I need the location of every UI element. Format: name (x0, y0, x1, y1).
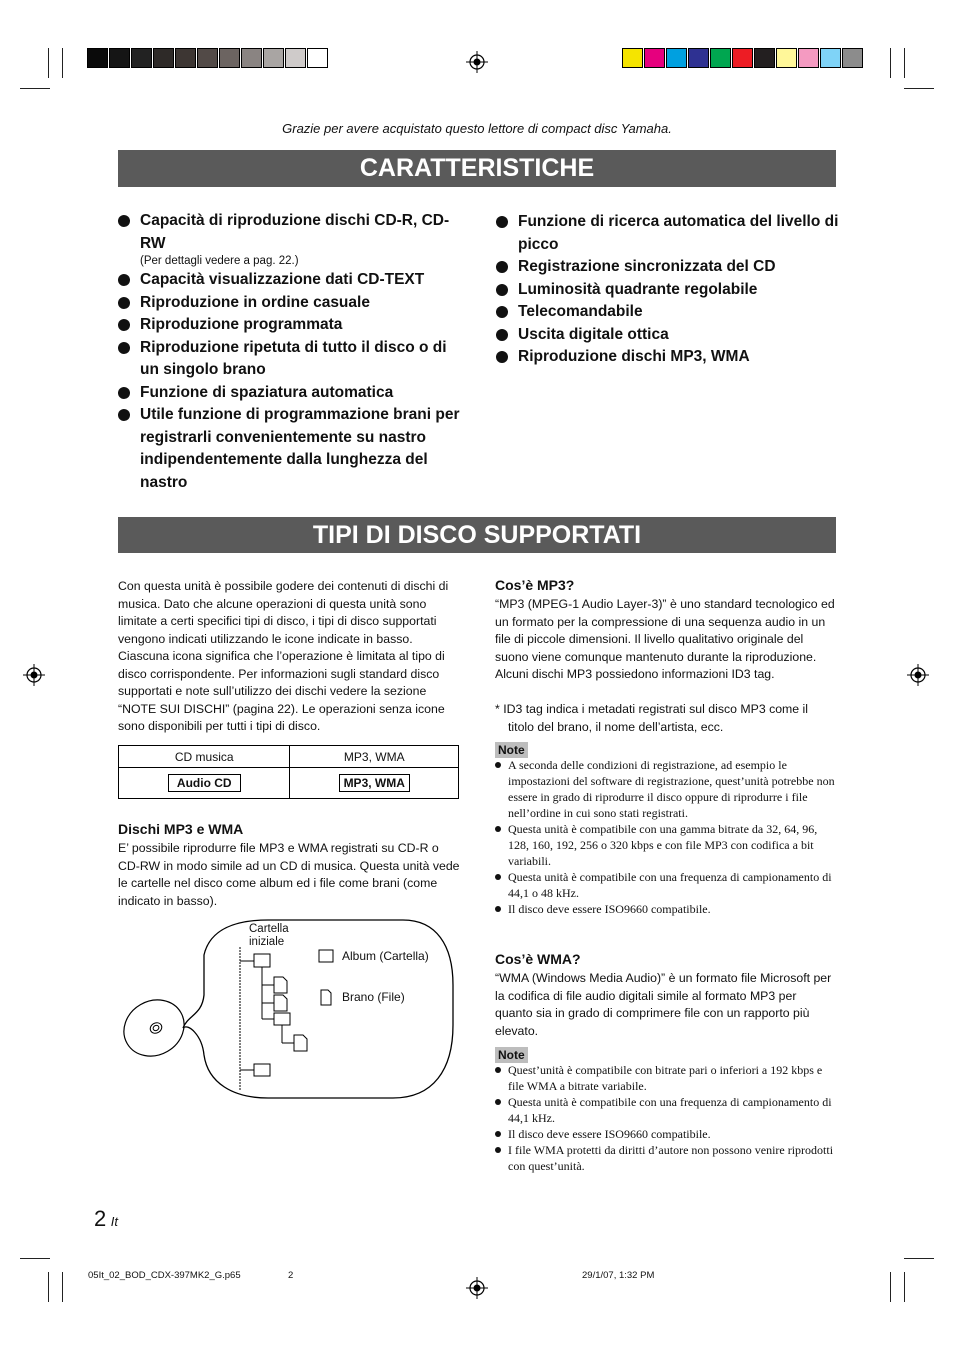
disc-types-paragraph: Con questa unità è possibile godere dei contenuti di dischi di musica. Dato che alcune operazioni di questa unità sono limitate a certi specifici tipi di disco, i tipi di disco supportati vengono indicati utilizzando le icone indicate in basso. Ciascuna icona significa che l’operazione è limitata al tipo di disco corrispondente. Per informazioni sugli standard disco supportati e note sull’utilizzo dei dischi vedere la sezione “NOTE SUI DISCHI” (pagina 22). Le operazioni senza icone sono disponibili per tutti i tipi di disco. (118, 579, 449, 733)
registration-mark-icon (466, 1277, 488, 1299)
mp3-wma-heading: Dischi MP3 e WMA (118, 821, 244, 837)
feature-label: Capacità visualizzazione dati CD-TEXT (140, 271, 425, 288)
id3-footnote: * ID3 tag indica i metadati registrati sul disco MP3 come il titolo del brano, il nome dell’artista, ecc. (495, 702, 809, 734)
bullet-icon (496, 329, 508, 341)
feature-item (118, 337, 463, 382)
note-item: A seconda delle condizioni di registrazione, ad esempio le impostazioni del software di registrazione, quest’unità potrebbe non essere in grado di riprodurre il disco oppure di riprodurre i file nell’ordine in cui sono stati registrati. (495, 757, 837, 821)
note-item: Questa unità è compatibile con una frequenza di campionamento di 44,1 o 48 kHz. (495, 869, 837, 901)
color-swatch (87, 48, 108, 68)
color-swatch (776, 48, 797, 68)
bullet-icon (118, 215, 130, 227)
color-swatch (842, 48, 863, 68)
feature-item (118, 404, 463, 494)
feature-sub-note: (Per dettagli vedere a pag. 22.) (140, 255, 299, 267)
note-item: Quest’unità è compatibile con bitrate pari o inferiori a 192 kbps e file WMA a bitrate variabile. (495, 1062, 837, 1094)
color-swatch (263, 48, 284, 68)
feature-label: Riproduzione dischi MP3, WMA (518, 348, 750, 365)
color-swatch (219, 48, 240, 68)
mp3-paragraph: “MP3 (MPEG-1 Audio Layer-3)” è uno standard tecnologico ed un formato per la compressione di una sequenza audio in un file di piccole dimensioni. Il livello qualitativo originale del suono viene comunque mantenuto durante la riproduzione. Alcuni dischi MP3 possiedono informazioni ID3 tag. (495, 597, 835, 681)
page-number: 2 (94, 1206, 107, 1231)
intro-text: Grazie per avere acquistato questo lettore di compact disc Yamaha. (282, 121, 672, 136)
bullet-icon (496, 351, 508, 363)
note-item: Questa unità è compatibile con una gamma bitrate da 32, 64, 96, 128, 160, 192, 256 o 320 kbps e con file MP3 con codifica a bit variabili. (495, 821, 837, 869)
feature-item (496, 211, 841, 256)
color-swatch (644, 48, 665, 68)
note-item: Il disco deve essere ISO9660 compatibile. (495, 1126, 837, 1142)
features-banner: CARATTERISTICHE (118, 150, 836, 187)
bullet-icon (118, 387, 130, 399)
color-swatch (307, 48, 328, 68)
feature-item (118, 292, 463, 315)
feature-label: Registrazione sincronizzata del CD (518, 258, 776, 275)
feature-item (496, 324, 841, 347)
track-file-legend: Brano (File) (342, 990, 405, 1004)
color-swatch (710, 48, 731, 68)
registration-mark-icon (23, 664, 45, 686)
feature-label: Capacità di riproduzione dischi CD-R, CD-RW (140, 212, 450, 252)
color-swatch (666, 48, 687, 68)
folder-structure-diagram (118, 915, 458, 1105)
bullet-icon (496, 216, 508, 228)
feature-item (118, 314, 463, 337)
bullet-icon (118, 342, 130, 354)
bullet-icon (118, 297, 130, 309)
page-language: It (110, 1214, 118, 1229)
disc-types-banner: TIPI DI DISCO SUPPORTATI (118, 517, 836, 553)
registration-mark-icon (907, 664, 929, 686)
mp3-heading: Cos’è MP3? (495, 577, 575, 593)
features-right-list (496, 211, 841, 369)
bullet-icon (118, 319, 130, 331)
color-swatch (754, 48, 775, 68)
color-swatch (175, 48, 196, 68)
disc-type-table (118, 745, 459, 799)
feature-label: Funzione di ricerca automatica del livello di picco (518, 213, 839, 253)
bullet-icon (496, 261, 508, 273)
table-cell-cd-icon (119, 768, 290, 799)
page-number-block (94, 1206, 118, 1232)
mp3-note-label: Note (495, 742, 528, 758)
bullet-icon (496, 284, 508, 296)
root-folder-label: Cartella iniziale (249, 923, 289, 948)
color-swatch (109, 48, 130, 68)
bullet-icon (496, 306, 508, 318)
color-swatch (622, 48, 643, 68)
note-item: Il disco deve essere ISO9660 compatibile. (495, 901, 837, 917)
mp3-wma-paragraph: E’ possibile riprodurre file MP3 e WMA registrati su CD-R o CD-RW in modo simile ad un CD di musica. Questa unità vede le cartelle nel disco come album ed i file come brani (come indicato in basso). (118, 841, 460, 908)
footer-page: 2 (288, 1270, 294, 1281)
registration-mark-icon (466, 51, 488, 73)
feature-label: Utile funzione di programmazione brani per registrarli convenientemente su nastro indipendentemente dalla lunghezza del nastro (140, 406, 460, 491)
color-swatch (798, 48, 819, 68)
bullet-icon (118, 409, 130, 421)
wma-notes-list (495, 1062, 837, 1174)
wma-note-label: Note (495, 1047, 528, 1063)
feature-label: Telecomandabile (518, 303, 643, 320)
feature-item (496, 301, 841, 324)
color-swatch (131, 48, 152, 68)
color-swatch (197, 48, 218, 68)
feature-label: Uscita digitale ottica (518, 325, 669, 343)
note-item: Questa unità è compatibile con una frequenza di campionamento di 44,1 kHz. (495, 1094, 837, 1126)
feature-item (496, 279, 841, 302)
footer-date: 29/1/07, 1:32 PM (582, 1270, 655, 1281)
table-header-cd: CD musica (119, 746, 290, 768)
table-header-mp3: MP3, WMA (290, 746, 459, 768)
feature-item (118, 210, 463, 269)
feature-label: Riproduzione ripetuta di tutto il disco o di un singolo brano (140, 338, 447, 378)
mp3-wma-icon: MP3, WMA (339, 774, 410, 792)
bullet-icon (118, 274, 130, 286)
color-swatch (820, 48, 841, 68)
feature-label: Riproduzione in ordine casuale (140, 293, 370, 311)
feature-item (118, 269, 463, 292)
album-folder-legend: Album (Cartella) (342, 949, 429, 963)
table-cell-mp3-icon (290, 768, 459, 799)
features-left-list (118, 210, 463, 494)
feature-label: Riproduzione programmata (140, 316, 343, 333)
color-swatch (285, 48, 306, 68)
feature-item (118, 382, 463, 405)
wma-heading: Cos’è WMA? (495, 951, 581, 967)
note-item: I file WMA protetti da diritti d’autore non possono venire riprodotti con quest’unità. (495, 1142, 837, 1174)
feature-label: Luminosità quadrante regolabile (518, 280, 758, 298)
color-swatch (153, 48, 174, 68)
feature-item (496, 256, 841, 279)
color-swatch (688, 48, 709, 68)
feature-item (496, 346, 841, 369)
audio-cd-icon: Audio CD (168, 774, 241, 792)
mp3-notes-list (495, 757, 837, 917)
feature-label: Funzione di spaziatura automatica (140, 383, 394, 401)
footer-filename: 05It_02_BOD_CDX-397MK2_G.p65 (88, 1270, 241, 1281)
color-swatch (241, 48, 262, 68)
wma-paragraph: “WMA (Windows Media Audio)” è un formato file Microsoft per la codifica di file audio digitali simile al formato MP3 per quanto sia in grado di comprimere file con un rapporto più elevato. (495, 971, 832, 1038)
color-swatch (732, 48, 753, 68)
